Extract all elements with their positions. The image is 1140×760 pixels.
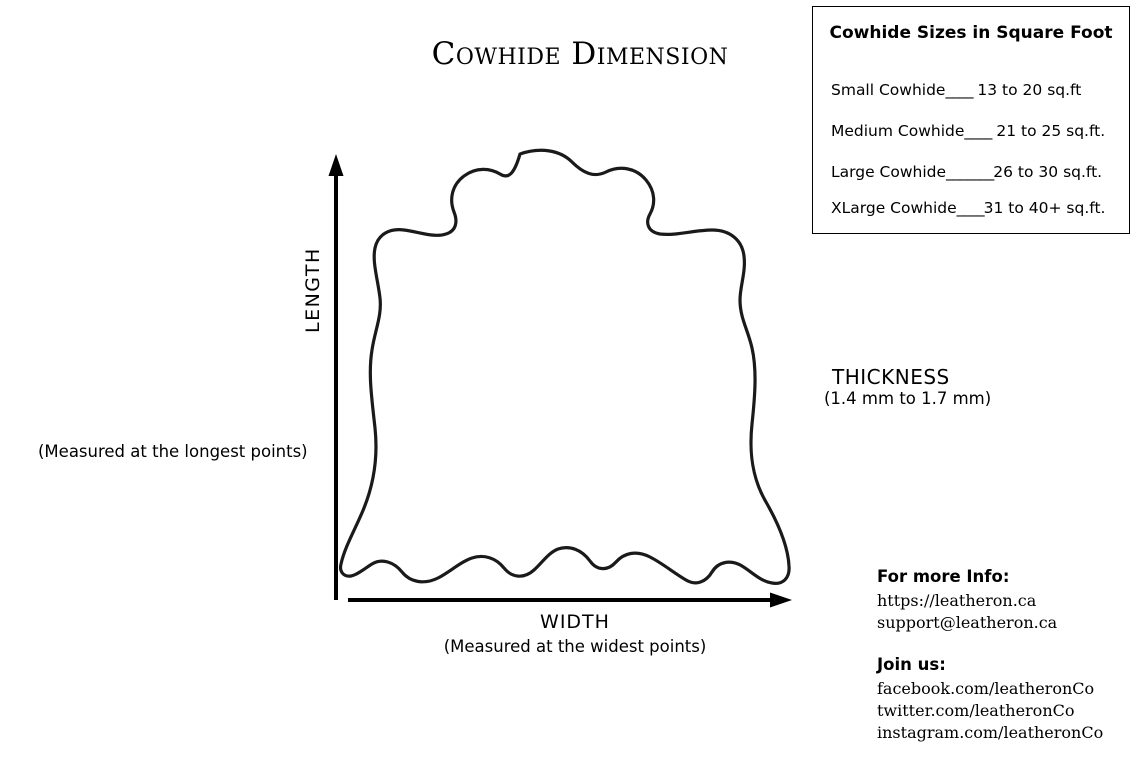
email-link[interactable]: support@leatheron.ca [877, 613, 1058, 632]
size-label: XLarge Cowhide [831, 199, 957, 217]
width-axis-label: WIDTH [540, 611, 610, 633]
join-us-block [877, 678, 1103, 744]
width-axis-note: (Measured at the widest points) [443, 637, 707, 656]
size-value: 13 to 20 sq.ft [977, 81, 1082, 99]
length-axis-note: (Measured at the longest points) [38, 442, 308, 461]
size-dash: _______ [946, 163, 994, 181]
cowhide-sizes-box [812, 6, 1130, 234]
thickness-label: THICKNESS [832, 365, 950, 389]
more-info-block [877, 590, 1057, 634]
join-us-heading: Join us: [877, 655, 946, 674]
thickness-value: (1.4 mm to 1.7 mm) [824, 389, 992, 408]
more-info-heading: For more Info: [877, 567, 1010, 586]
twitter-link[interactable]: twitter.com/leatheronCo [877, 701, 1075, 720]
size-label: Large Cowhide [831, 163, 947, 181]
length-axis-label: LENGTH [302, 247, 324, 333]
facebook-link[interactable]: facebook.com/leatheronCo [877, 679, 1095, 698]
size-row [831, 163, 1102, 181]
size-row [831, 81, 1081, 99]
size-value: 31 to 40+ sq.ft. [983, 199, 1106, 217]
website-link[interactable]: https://leatheron.ca [877, 591, 1037, 610]
page-title: Cowhide Dimension [431, 36, 729, 72]
cowhide-outline-icon [341, 150, 790, 583]
size-dash: ____ [956, 199, 984, 217]
size-label: Medium Cowhide [831, 122, 965, 140]
size-dash: ____ [945, 81, 973, 99]
size-dash: ____ [964, 122, 992, 140]
instagram-link[interactable]: instagram.com/leatheronCo [877, 723, 1104, 742]
arrow-up-icon [329, 154, 344, 600]
sizes-box-heading: Cowhide Sizes in Square Foot [829, 23, 1113, 43]
size-value: 21 to 25 sq.ft. [996, 122, 1106, 140]
size-row [831, 199, 1105, 217]
size-value: 26 to 30 sq.ft. [993, 163, 1103, 181]
arrow-right-icon [348, 593, 792, 608]
size-row [831, 122, 1105, 140]
size-label: Small Cowhide [831, 81, 946, 99]
